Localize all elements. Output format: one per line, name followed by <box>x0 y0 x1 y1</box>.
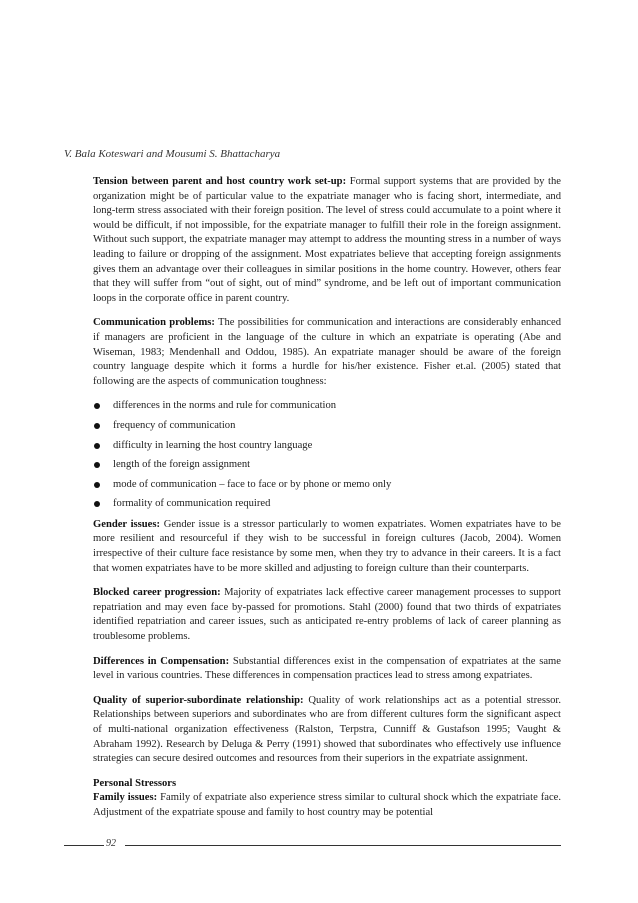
paragraph-relationship <box>93 694 561 767</box>
paragraph-heading: Differences in Compensation: <box>93 655 230 667</box>
paragraph-compensation <box>93 655 561 684</box>
paragraph-text: Gender issue is a stressor particularly to women expatriates. Women expatriates have to be more resilient and resourceful if they wish to be successful in foreign cultures (Jacob, 2004). Women irrespective of their culture face resistance by some men, when they try to advance in their careers. It is a fact that women expatriates have to be more skilled and adjusting to foreign culture than their counterparts. <box>93 518 561 574</box>
page-number: 92 <box>106 838 116 849</box>
paragraph-text: Formal support systems that are provided by the organization might be of particular value to the expatriate manager who is facing short, intermediate, and long-term stress associated with their foreign position. The level of stress could accumulate to a point where it would be difficult, if not impossible, for the expatriate manager to fulfill their role in the foreign assignment. Without such support, the expatriate manager may attempt to address the mounting stress in a number of ways leading to failure or dropping of the assignment. Most expatriates believe that accepting foreign assignments gives them an advantage over their colleagues in similar positions in the home country. However, others fear that they will suffer from “out of sight, out of mind” syndrome, and be left out of important communication loops in the corporate office in parent country. <box>93 176 561 304</box>
paragraph-text: The possibilities for communication and interactions are considerably enhanced if managers are proficient in the language of the culture in which an expatriate is operating (Abe and Wiseman, 1983; Mendenhall and Oddou, 1985). An expatriate manager should be aware of the foreign country language despite which it forms a hurdle for his/her existence. Fisher et.al. (2005) stated that following are the aspects of communication toughness: <box>93 317 561 387</box>
bullet-icon <box>94 443 100 449</box>
list-item: difficulty in learning the host country language <box>93 439 561 454</box>
paragraph-text: Majority of expatriates lack effective career management processes to support repatriation and may even face by-passed for promotions. Stahl (2000) found that two thirds of expatriates identified repatriation and career issues, such as anticipated re-entry problems of lack of career planning as troublesome problems. <box>93 587 562 643</box>
list-item: length of the foreign assignment <box>93 458 561 473</box>
bullet-icon <box>94 462 100 468</box>
footer-rule-left <box>64 845 104 846</box>
paragraph-heading: Communication problems: <box>93 317 215 329</box>
paragraph-text: Substantial differences exist in the compensation of expatriates at the same level in various countries. These differences in compensation practices lead to stress among expatriates. <box>93 655 561 682</box>
section-heading: Personal Stressors <box>93 777 177 789</box>
paragraph-gender <box>93 518 561 576</box>
list-item: frequency of communication <box>93 419 561 434</box>
list-item: mode of communication – face to face or by phone or memo only <box>93 478 561 493</box>
communication-bullet-list <box>93 399 561 512</box>
paragraph-heading: Blocked career progression: <box>93 587 221 599</box>
main-content <box>93 175 561 831</box>
paragraph-text: Quality of work relationships act as a potential stressor. Relationships between superiors and subordinates who are from different cultures form the significant aspect of multi-national organization effectiveness (Ralston, Terpstra, Cunniff & Gustafson 1995; Vaught & Abraham 1992). Research by Deluga & Perry (1991) showed that subordinates who effectively use influence strategies can secure desired outcomes and resources from their superiors in the expatriate assignment. <box>93 694 561 765</box>
paragraph-family <box>93 791 561 820</box>
paragraph-text: Family of expatriate also experience stress similar to cultural shock which the expatriate face. Adjustment of the expatriate spouse and family to host country may be potential <box>93 792 562 818</box>
running-head: V. Bala Koteswari and Mousumi S. Bhattacharya <box>64 148 281 160</box>
footer-rule-right <box>125 845 561 846</box>
bullet-icon <box>94 501 100 507</box>
list-item: differences in the norms and rule for communication <box>93 399 561 414</box>
bullet-icon <box>94 403 100 409</box>
paragraph-communication <box>93 316 561 389</box>
paragraph-heading: Tension between parent and host country work set-up: <box>93 176 347 187</box>
paragraph-heading: Quality of superior-subordinate relationship: <box>93 694 304 706</box>
paragraph-career <box>93 586 561 644</box>
bullet-icon <box>94 423 100 429</box>
paragraph-heading: Family issues: <box>93 792 158 804</box>
bullet-icon <box>94 482 100 488</box>
paragraph-tension <box>93 175 561 306</box>
list-item: formality of communication required <box>93 497 561 512</box>
paragraph-heading: Gender issues: <box>93 518 161 530</box>
